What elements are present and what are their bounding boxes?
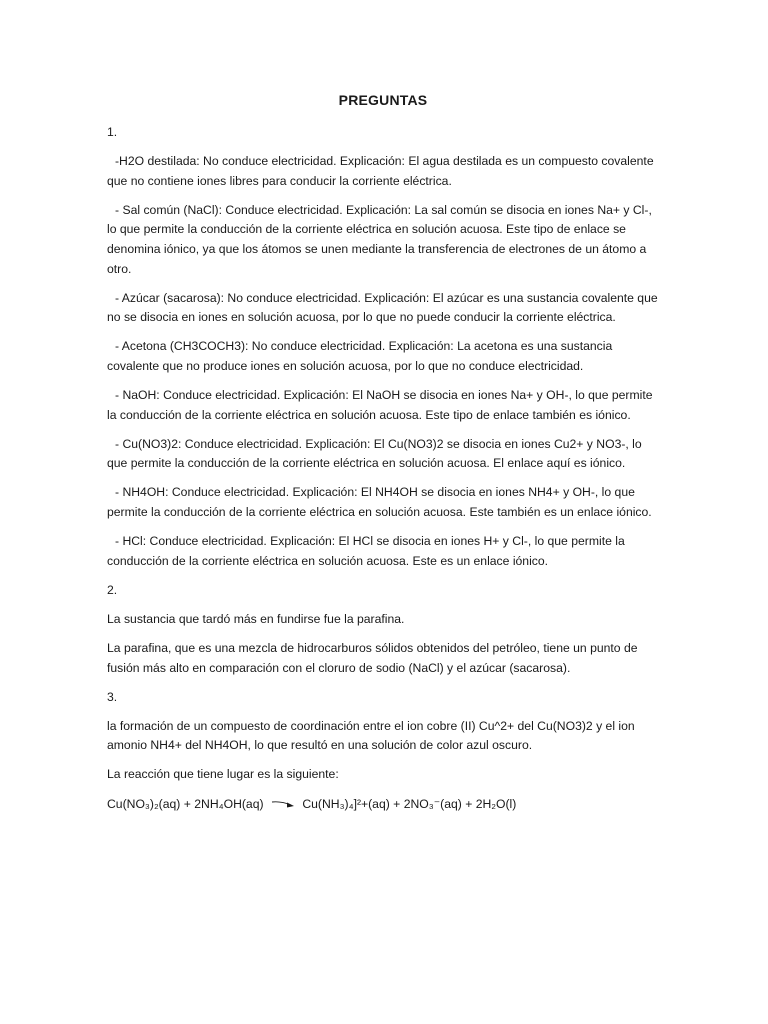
answer-sacarosa: - Azúcar (sacarosa): No conduce electricidad. Explicación: El azúcar es una sustancia covalente que no se disocia en iones en solución acuosa, por lo que no puede conducir la corriente eléctrica.	[107, 290, 658, 325]
page-title: PREGUNTAS	[338, 92, 428, 108]
answer-naoh: - NaOH: Conduce electricidad. Explicación: El NaOH se disocia en iones Na+ y OH-, lo que permite la conducción de la corriente eléctrica en solución acuosa. Este tipo de enlace también es iónico.	[107, 388, 653, 422]
question-3-answer: la formación de un compuesto de coordinación entre el ion cobre (II) Cu^2+ del Cu(NO3)2 y el ion amonio NH4+ del NH4OH, lo que resultó en una solución de color azul oscuro.	[107, 718, 635, 753]
question-1-number: 1.	[107, 125, 118, 139]
question-3-reaction-intro: La reacción que tiene lugar es la siguiente:	[107, 767, 339, 782]
question-2-explanation: La parafina, que es una mezcla de hidrocarburos sólidos obtenidos del petróleo, tiene un punto de fusión más alto en comparación con el cloruro de sodio (NaCl) y el azúcar (sacarosa).	[107, 640, 638, 675]
reaction-reactants: Cu(NO₃)₂(aq) + 2NH₄OH(aq)	[107, 796, 264, 811]
answer-nacl: - Sal común (NaCl): Conduce electricidad. Explicación: La sal común se disocia en iones Na+ y Cl-, lo que permite la conducción de la corriente eléctrica en solución acuosa. Este tipo de enlace se denomina iónico, ya que los átomos se unen mediante la transferencia de electrones de un átomo a otro.	[107, 202, 652, 276]
document-page	[107, 92, 659, 814]
answer-hcl: - HCl: Conduce electricidad. Explicación: El HCl se disocia en iones H+ y Cl-, lo que permite la conducción de la corriente eléctrica en solución acuosa. Este es un enlace iónico.	[107, 534, 625, 568]
question-2-answer: La sustancia que tardó más en fundirse fue la parafina.	[107, 611, 405, 626]
answer-nh4oh: - NH4OH: Conduce electricidad. Explicación: El NH4OH se disocia en iones NH4+ y OH-, lo que permite la conducción de la corriente eléctrica en solución acuosa. Este también es un enlace iónico.	[107, 485, 652, 519]
question-3-number: 3.	[107, 689, 118, 704]
reaction-products: Cu(NH₃)₄]²+(aq) + 2NO₃⁻(aq) + 2H₂O(l)	[302, 796, 517, 811]
answer-acetona: - Acetona (CH3COCH3): No conduce electricidad. Explicación: La acetona es una sustancia covalente que no produce iones en solución acuosa, por lo que no conduce electricidad.	[107, 339, 613, 373]
answer-cuno32: - Cu(NO3)2: Conduce electricidad. Explicación: El Cu(NO3)2 se disocia en iones Cu2+ y NO3-, lo que permite la conducción de la corriente eléctrica en solución acuosa. El enlace aquí es iónico.	[107, 436, 642, 471]
question-2-number: 2.	[107, 582, 118, 597]
answer-h2o: -H2O destilada: No conduce electricidad. Explicación: El agua destilada es un compuesto covalente que no contiene iones libres para conducir la corriente eléctrica.	[107, 154, 654, 188]
chemical-reaction	[107, 795, 659, 815]
reaction-arrow-icon	[271, 798, 299, 810]
